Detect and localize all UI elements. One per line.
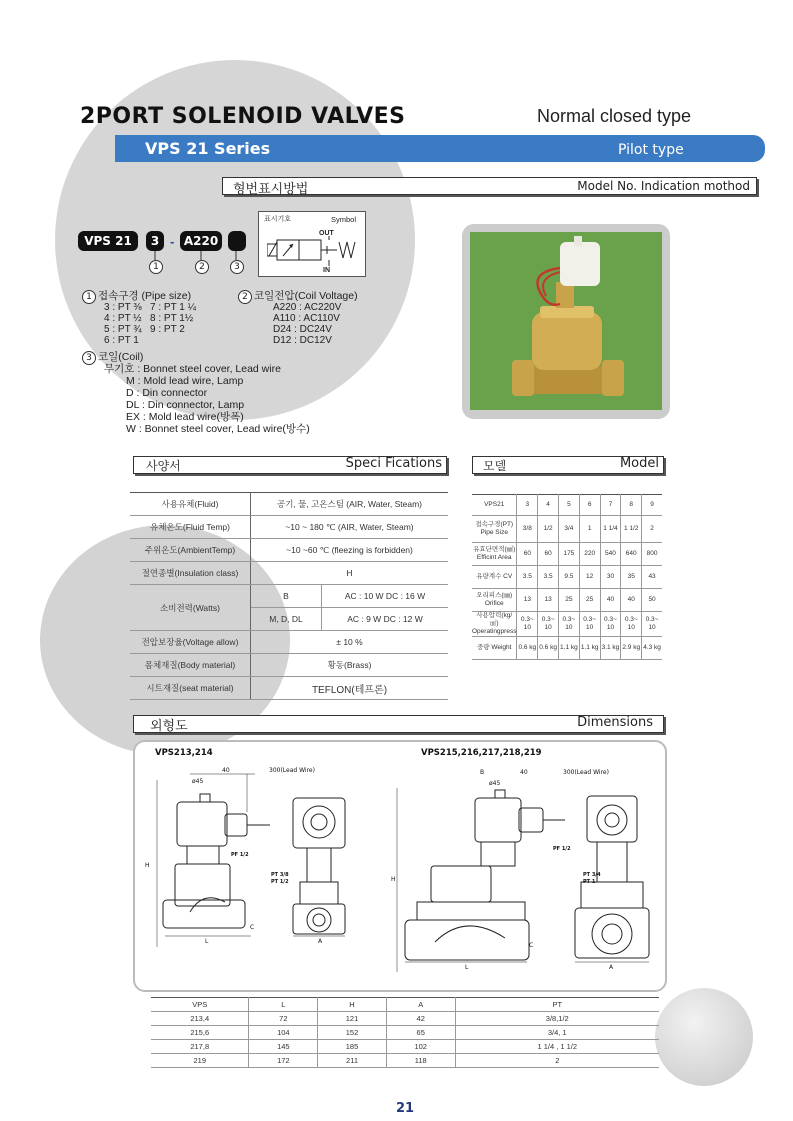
model-cell: 3.1 kg [600, 637, 621, 660]
model-cell: 4 [538, 495, 559, 516]
model-row-label: VPS21 [472, 495, 517, 516]
spec-body-value: 황동(Brass) [251, 654, 449, 677]
model-cell: 3.5 [517, 566, 538, 589]
pipe-item-5: 5 : PT ¾ [104, 324, 142, 335]
model-cell: 1.1 kg [559, 637, 580, 660]
table-row [151, 1040, 659, 1054]
coil-item-d: D : Din connector [126, 387, 208, 399]
model-row-label: 유효단면적(㎟) Efficint Area [472, 543, 517, 566]
table-row [130, 539, 448, 562]
table-row [130, 493, 448, 516]
drawing-left-pt1: PT 3/8 [271, 872, 289, 878]
coil-voltage-a110: A110 : AC110V [273, 313, 340, 324]
coil-item-none: 무기호 : Bonnet steel cover, Lead wire [104, 363, 281, 375]
marker-3: 3 [230, 260, 244, 274]
model-indication-header [222, 177, 757, 195]
pipe-item-8: 8 : PT 1½ [150, 313, 194, 324]
dim-cell: 2 [455, 1054, 659, 1068]
table-row [130, 631, 448, 654]
coil-marker: 3 [82, 351, 96, 365]
spec-fluid-temp-value: ~10 ~ 180 ℃ (AIR, Water, Steam) [251, 516, 449, 539]
marker-1: 1 [149, 260, 163, 274]
drawing-right-a: A [609, 964, 614, 971]
model-cell: 25 [579, 589, 600, 612]
dim-cell: 102 [386, 1040, 455, 1054]
spec-watts-label: 소비전력(Watts) [130, 585, 251, 631]
dim-cell: 121 [318, 1012, 387, 1026]
drawing-right-title: VPS215,216,217,218,219 [421, 748, 542, 758]
spec-ambient-label: 주위온도(AmbientTemp) [130, 539, 251, 562]
spec-fluid-label: 사용유체(Fluid) [130, 493, 251, 516]
drawing-left-l: L [205, 938, 209, 945]
model-cell: 0.3~ 10 [538, 612, 559, 637]
model-cell: 1 1/4 [600, 516, 621, 543]
table-row [151, 1012, 659, 1026]
drawing-right-d40: 40 [520, 769, 528, 776]
model-cell: 640 [621, 543, 642, 566]
model-header-ko: 모델 [483, 459, 507, 473]
dim-cell: 104 [249, 1026, 318, 1040]
model-cell: 40 [621, 589, 642, 612]
spec-header [133, 456, 447, 474]
model-row-label: 사용압력(kg/㎠) Operatingpress [472, 612, 517, 635]
model-cell: 43 [642, 566, 662, 589]
model-cell: 40 [600, 589, 621, 612]
dim-cell: 172 [249, 1054, 318, 1068]
spec-seat-value: TEFLON(테프론) [251, 677, 449, 700]
drawing-right-pt3: PT 3/4 [583, 872, 601, 878]
table-row [151, 1054, 659, 1068]
dim-cell: 213,4 [151, 1012, 249, 1026]
model-cell: 175 [559, 543, 580, 566]
model-size-code: 3 [146, 231, 164, 251]
model-indication-label-ko: 형번표시방법 [233, 182, 309, 197]
spec-insulation-label: 절연종별(Insulation class) [130, 562, 251, 585]
series-name: VPS 21 Series [145, 139, 271, 158]
model-row-label: 오리피스(㎜) Orifice [472, 589, 517, 612]
symbol-label-en: Symbol [331, 215, 357, 224]
dim-header-cell: A [386, 998, 455, 1012]
model-cell: 3/8 [517, 516, 538, 543]
table-row [130, 585, 448, 608]
model-indication-label-en: Model No. Indication mothod [577, 179, 750, 193]
model-cell: 220 [579, 543, 600, 566]
dim-header-cell: H [318, 998, 387, 1012]
model-cell: 12 [579, 566, 600, 589]
dim-header-cell: VPS [151, 998, 249, 1012]
symbol-in-label: IN [323, 267, 330, 274]
dim-cell: 72 [249, 1012, 318, 1026]
valve-outline-drawings [135, 742, 665, 990]
coil-item-dl: DL : Din connector, Lamp [126, 399, 245, 411]
model-cell: 0.3~ 10 [600, 612, 621, 637]
spec-ambient-value: ~10 ~60 ℃ (fleezing is forbidden) [251, 539, 449, 562]
model-cell: 1.1 kg [579, 637, 600, 660]
model-cell: 1 1/2 [621, 516, 642, 543]
drawing-left-pt2: PT 1/2 [271, 879, 289, 885]
spec-table [130, 492, 448, 700]
dim-cell: 219 [151, 1054, 249, 1068]
dim-cell: 1 1/4 , 1 1/2 [455, 1040, 659, 1054]
model-cell: 540 [600, 543, 621, 566]
pipe-item-3: 3 : PT ⅜ [104, 302, 142, 313]
dim-cell: 145 [249, 1040, 318, 1054]
drawing-left-d40: 40 [222, 767, 230, 774]
marker-2: 2 [195, 260, 209, 274]
model-cell: 3.5 [538, 566, 559, 589]
drawing-right-c: C [529, 942, 534, 949]
model-cell: 9.5 [559, 566, 580, 589]
coil-item-ex: EX : Mold lead wire(방폭) [126, 411, 244, 423]
table-row [472, 566, 662, 589]
model-cell: 60 [538, 543, 559, 566]
model-cell: 9 [642, 495, 662, 516]
drawing-left-d45: ø45 [192, 778, 204, 785]
pipe-item-9: 9 : PT 2 [150, 324, 185, 335]
model-cell: 3/4 [559, 516, 580, 543]
model-cell: 30 [600, 566, 621, 589]
drawing-right-l: L [465, 964, 469, 971]
model-cell: 1/2 [538, 516, 559, 543]
spec-header-ko: 사양서 [146, 459, 181, 473]
bg-circle-small [655, 988, 753, 1086]
spec-fluid-temp-label: 유체온도(Fluid Temp) [130, 516, 251, 539]
marker-lines [0, 0, 260, 270]
table-row [472, 495, 662, 516]
model-cell: 800 [642, 543, 662, 566]
dimension-table [151, 997, 659, 1068]
drawing-left-pf: PF 1/2 [231, 852, 249, 858]
model-cell: 35 [621, 566, 642, 589]
dimensions-header [133, 715, 664, 733]
coil-item-w: W : Bonnet steel cover, Lead wire(방수) [126, 423, 310, 435]
model-row-label: 접속구경(PT) Pipe Size [472, 516, 517, 543]
model-cell: 6 [579, 495, 600, 516]
table-header-row [151, 998, 659, 1012]
coil-voltage-d24: D24 : DC24V [273, 324, 332, 335]
table-row [472, 612, 662, 637]
model-cell: 4.3 kg [642, 637, 662, 660]
model-cell: 0.3~ 10 [559, 612, 580, 637]
coil-item-m: M : Mold lead wire, Lamp [126, 375, 244, 387]
spec-seat-label: 시트재질(seat material) [130, 677, 251, 700]
pipe-title: 접속구경 (Pipe size) [98, 290, 192, 302]
drawing-right-lead: 300(Lead Wire) [563, 769, 609, 776]
dim-cell: 185 [318, 1040, 387, 1054]
dim-header-cell: L [249, 998, 318, 1012]
drawing-right-pt4: PT 1 [583, 879, 596, 885]
model-cell: 2.9 kg [621, 637, 642, 660]
pipe-item-6: 6 : PT 1 [104, 335, 139, 346]
model-cell: 3 [517, 495, 538, 516]
spec-watts-b-value: AC : 10 W DC : 16 W [322, 585, 449, 608]
model-table [472, 494, 662, 660]
model-row-label: 유량계수 CV [472, 566, 517, 589]
drawing-right-d45: ø45 [489, 780, 501, 787]
symbol-label-ko: 표시기호 [264, 216, 292, 223]
spec-voltage-label: 전압보장율(Voltage allow) [130, 631, 251, 654]
model-cell: 8 [621, 495, 642, 516]
model-cell: 0.6 kg [538, 637, 559, 660]
model-cell: 0.3~ 10 [621, 612, 642, 637]
spec-insulation-value: H [251, 562, 449, 585]
page-subtitle: Normal closed type [537, 106, 692, 126]
dim-cell: 152 [318, 1026, 387, 1040]
dimensions-header-en: Dimensions [577, 715, 653, 730]
series-type: Pilot type [618, 142, 684, 158]
table-row [130, 516, 448, 539]
dim-header-cell: PT [455, 998, 659, 1012]
dim-cell: 65 [386, 1026, 455, 1040]
drawing-left-lead: 300(Lead Wire) [269, 767, 315, 774]
table-row [130, 677, 448, 700]
symbol-out-label: OUT [319, 230, 334, 237]
drawing-left-a: A [318, 938, 323, 945]
spec-watts-m-value: AC : 9 W DC : 12 W [322, 608, 449, 631]
drawing-right-pf: PF 1/2 [553, 846, 571, 852]
model-cell: 0.6 kg [517, 637, 538, 660]
page-number: 21 [396, 1101, 415, 1116]
model-cell: 0.3~ 10 [579, 612, 600, 637]
drawing-left-title: VPS213,214 [155, 748, 213, 758]
drawing-right-b: B [480, 769, 485, 776]
coil-voltage-marker: 2 [238, 290, 252, 304]
model-cell: 25 [559, 589, 580, 612]
table-row [151, 1026, 659, 1040]
model-dash: - [170, 234, 175, 249]
drawing-right-h: H [391, 876, 396, 883]
drawing-left-c: C [250, 924, 255, 931]
spec-header-en: Speci Fications [345, 456, 442, 471]
spec-watts-b: B [251, 585, 322, 608]
model-cell: 7 [600, 495, 621, 516]
model-prefix: VPS 21 [78, 231, 138, 251]
coil-voltage-d12: D12 : DC12V [273, 335, 332, 346]
table-row [472, 543, 662, 566]
pipe-item-4: 4 : PT ½ [104, 313, 142, 324]
dim-cell: 211 [318, 1054, 387, 1068]
product-photo [462, 224, 670, 419]
dimensions-header-ko: 외형도 [150, 719, 188, 734]
pipe-marker: 1 [82, 290, 96, 304]
model-cell: 50 [642, 589, 662, 612]
model-voltage-code: A220 [180, 231, 222, 251]
model-cell: 1 [579, 516, 600, 543]
drawing-left-h: H [145, 862, 150, 869]
page-title: 2PORT SOLENOID VALVES [80, 104, 406, 129]
spec-fluid-value: 공기, 물, 고온스팀 (AIR, Water, Steam) [251, 493, 449, 516]
model-row-label: 중량 Weight [472, 637, 517, 660]
pipe-item-7: 7 : PT 1 ¼ [150, 302, 196, 313]
model-header [472, 456, 664, 474]
coil-title: 코일(Coil) [98, 351, 144, 363]
spec-voltage-value: ± 10 % [251, 631, 449, 654]
model-cell: 0.3~ 10 [517, 612, 538, 637]
model-header-en: Model [619, 456, 659, 471]
dim-cell: 3/4, 1 [455, 1026, 659, 1040]
dim-cell: 217,8 [151, 1040, 249, 1054]
spec-body-label: 몸체재질(Body material) [130, 654, 251, 677]
symbol-box [258, 211, 366, 277]
valve-symbol-icon [267, 236, 363, 266]
coil-voltage-a220: A220 : AC220V [273, 302, 342, 313]
table-row [130, 562, 448, 585]
spec-watts-m: M, D, DL [251, 608, 322, 631]
table-row [130, 654, 448, 677]
coil-voltage-title: 코일전압(Coil Voltage) [254, 290, 358, 302]
model-cell: 60 [517, 543, 538, 566]
dim-cell: 3/8,1/2 [455, 1012, 659, 1026]
solenoid-valve-image [470, 232, 662, 410]
dim-cell: 118 [386, 1054, 455, 1068]
table-row [472, 589, 662, 612]
dim-cell: 215,6 [151, 1026, 249, 1040]
model-cell: 13 [538, 589, 559, 612]
model-cell: 13 [517, 589, 538, 612]
product-photo-bg [470, 232, 662, 410]
model-cell: 5 [559, 495, 580, 516]
dimension-drawing [133, 740, 667, 992]
model-cell: 0.3~ 10 [642, 612, 662, 637]
table-row [472, 637, 662, 660]
model-cell: 2 [642, 516, 662, 543]
table-row [472, 516, 662, 543]
dim-cell: 42 [386, 1012, 455, 1026]
